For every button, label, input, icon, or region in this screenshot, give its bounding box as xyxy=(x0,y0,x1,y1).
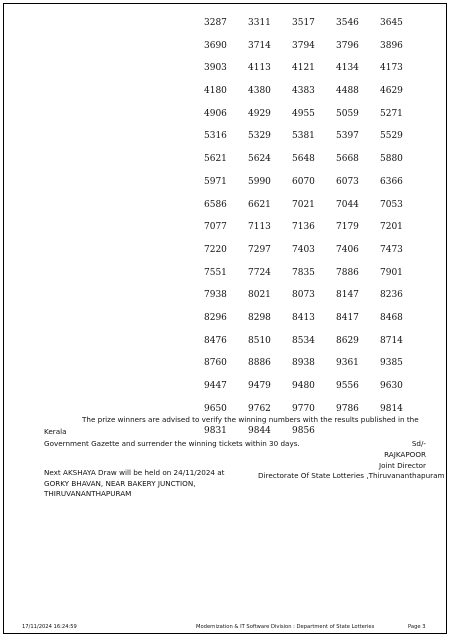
winning-number: 8296 xyxy=(204,312,227,323)
winning-number: 3517 xyxy=(292,18,315,28)
note-line-2: Government Gazette and surrender the winning tickets within 30 days. xyxy=(44,439,300,448)
winning-number: 4906 xyxy=(204,108,227,119)
winning-number: 7136 xyxy=(292,222,315,233)
winning-number: 7724 xyxy=(248,267,271,278)
winning-number: 4134 xyxy=(336,63,359,74)
winning-number: 7044 xyxy=(336,199,359,210)
winning-number: 5880 xyxy=(380,154,403,165)
number-row xyxy=(204,313,424,336)
winning-number: 9786 xyxy=(336,403,359,414)
winning-number: 6621 xyxy=(248,199,271,210)
winning-number: 3645 xyxy=(380,18,403,28)
number-row xyxy=(204,154,424,177)
winning-number: 5059 xyxy=(336,108,359,119)
note-line-1: The prize winners are advised to verify the winning numbers with the results published in the Kerala xyxy=(44,415,419,436)
number-row xyxy=(204,245,424,268)
winning-number: 7179 xyxy=(336,222,359,233)
winning-number: 5648 xyxy=(292,154,315,165)
number-row xyxy=(204,381,424,404)
winning-number: 7220 xyxy=(204,244,227,255)
winning-number: 7901 xyxy=(380,267,403,278)
winning-number: 8476 xyxy=(204,335,227,346)
winning-number: 5668 xyxy=(336,154,359,165)
number-row xyxy=(204,86,424,109)
winning-number: 9361 xyxy=(336,358,359,369)
winning-number: 9447 xyxy=(204,381,227,391)
winning-number: 8298 xyxy=(248,312,271,323)
directorate-label: Directorate Of State Lotteries ,Thiruvananthapuram xyxy=(258,471,445,480)
winning-number: 6586 xyxy=(204,199,227,210)
winning-number: 8714 xyxy=(380,335,403,346)
number-row xyxy=(204,222,424,245)
winning-number: 6073 xyxy=(336,176,359,187)
winning-number: 9814 xyxy=(380,403,403,414)
winning-number: 7201 xyxy=(380,222,403,233)
winning-number: 5271 xyxy=(380,108,403,119)
winning-number: 8760 xyxy=(204,358,227,369)
winning-number: 8629 xyxy=(336,335,359,346)
winners-advisory-note xyxy=(44,414,434,450)
winning-number: 6366 xyxy=(380,176,403,187)
next-draw-line-3: THIRUVANANTHAPURAM xyxy=(44,489,132,498)
winning-number: 9762 xyxy=(248,403,271,414)
winning-number: 8073 xyxy=(292,290,315,301)
winning-number: 4955 xyxy=(292,108,315,119)
winning-number: 7551 xyxy=(204,267,227,278)
winning-number: 3896 xyxy=(380,40,403,51)
winning-number: 7403 xyxy=(292,244,315,255)
signature-block xyxy=(379,438,426,471)
winning-number: 3311 xyxy=(248,18,271,28)
next-draw-line-1: Next AKSHAYA Draw will be held on 24/11/2024 at xyxy=(44,468,225,477)
next-draw-line-2: GORKY BHAVAN, NEAR BAKERY JUNCTION, xyxy=(44,478,196,488)
winning-number: 5329 xyxy=(248,131,271,142)
winning-number: 7053 xyxy=(380,199,403,210)
winning-number: 5381 xyxy=(292,131,315,142)
number-row xyxy=(204,131,424,154)
winning-number: 3714 xyxy=(248,40,271,51)
winning-number: 5971 xyxy=(204,176,227,187)
winning-number: 4929 xyxy=(248,108,271,119)
number-row xyxy=(204,41,424,64)
footer-page-number: Page 3 xyxy=(408,624,426,630)
winning-number: 7113 xyxy=(248,222,271,233)
document-page xyxy=(3,3,447,634)
winning-number: 4113 xyxy=(248,63,271,74)
signature-sd: Sd/- xyxy=(411,439,426,448)
winning-number: 4173 xyxy=(380,63,403,74)
winning-number: 5621 xyxy=(204,154,227,165)
signatory-title: Joint Director xyxy=(378,461,426,470)
winning-number: 5316 xyxy=(204,131,227,142)
footer-timestamp: 17/11/2024 16:24:59 xyxy=(22,624,77,630)
winning-number: 7297 xyxy=(248,244,271,255)
number-row xyxy=(204,177,424,200)
number-row xyxy=(204,63,424,86)
number-row xyxy=(204,358,424,381)
winning-number: 9831 xyxy=(204,426,227,437)
winning-number: 7406 xyxy=(336,244,359,255)
number-row xyxy=(204,290,424,313)
number-row xyxy=(204,268,424,291)
winning-number: 4380 xyxy=(248,86,271,97)
winning-number: 5990 xyxy=(248,176,271,187)
winning-number: 6070 xyxy=(292,176,315,187)
number-row xyxy=(204,109,424,132)
winning-number: 3796 xyxy=(336,40,359,51)
winning-number: 9856 xyxy=(292,426,315,437)
winning-number: 8147 xyxy=(336,290,359,301)
winning-number: 4383 xyxy=(292,86,315,97)
page-footer xyxy=(4,624,448,632)
winning-number: 7938 xyxy=(204,290,227,301)
winning-number: 8236 xyxy=(380,290,403,301)
winning-number: 3903 xyxy=(204,63,227,74)
winning-number: 7473 xyxy=(380,244,403,255)
winning-number: 8534 xyxy=(292,335,315,346)
winning-number: 8021 xyxy=(248,290,271,301)
winning-number: 8886 xyxy=(248,358,271,369)
winning-number: 3546 xyxy=(336,18,359,28)
winning-number: 8510 xyxy=(248,335,271,346)
winning-number: 5397 xyxy=(336,131,359,142)
winning-number: 5624 xyxy=(248,154,271,165)
footer-division: Modernization & IT Software Division : Department of State Lotteries xyxy=(196,624,375,630)
winning-number: 4629 xyxy=(380,86,403,97)
winning-numbers-grid xyxy=(204,18,424,449)
winning-number: 9479 xyxy=(248,381,271,391)
winning-number: 9556 xyxy=(336,381,359,391)
winning-number: 9480 xyxy=(292,381,315,391)
winning-number: 8938 xyxy=(292,358,315,369)
winning-number: 7021 xyxy=(292,199,315,210)
winning-number: 5529 xyxy=(380,131,403,142)
number-row xyxy=(204,336,424,359)
winning-number: 9844 xyxy=(248,426,271,437)
signatory-name: RAJKAPOOR xyxy=(384,450,426,459)
winning-number: 9385 xyxy=(380,358,403,369)
winning-number: 9630 xyxy=(380,381,403,391)
winning-number: 4121 xyxy=(292,63,315,74)
winning-number: 8417 xyxy=(336,312,359,323)
winning-number: 3690 xyxy=(204,40,227,51)
winning-number: 3287 xyxy=(204,18,227,28)
winning-number: 9650 xyxy=(204,403,227,414)
winning-number: 7886 xyxy=(336,267,359,278)
winning-number: 9770 xyxy=(292,403,315,414)
winning-number: 8413 xyxy=(292,312,315,323)
winning-number: 7835 xyxy=(292,267,315,278)
winning-number: 7077 xyxy=(204,222,227,233)
winning-number: 3794 xyxy=(292,40,315,51)
next-draw-info xyxy=(44,468,225,500)
number-row xyxy=(204,18,424,41)
winning-number: 4488 xyxy=(336,86,359,97)
number-row xyxy=(204,200,424,223)
winning-number: 8468 xyxy=(380,312,403,323)
winning-number: 4180 xyxy=(204,86,227,97)
